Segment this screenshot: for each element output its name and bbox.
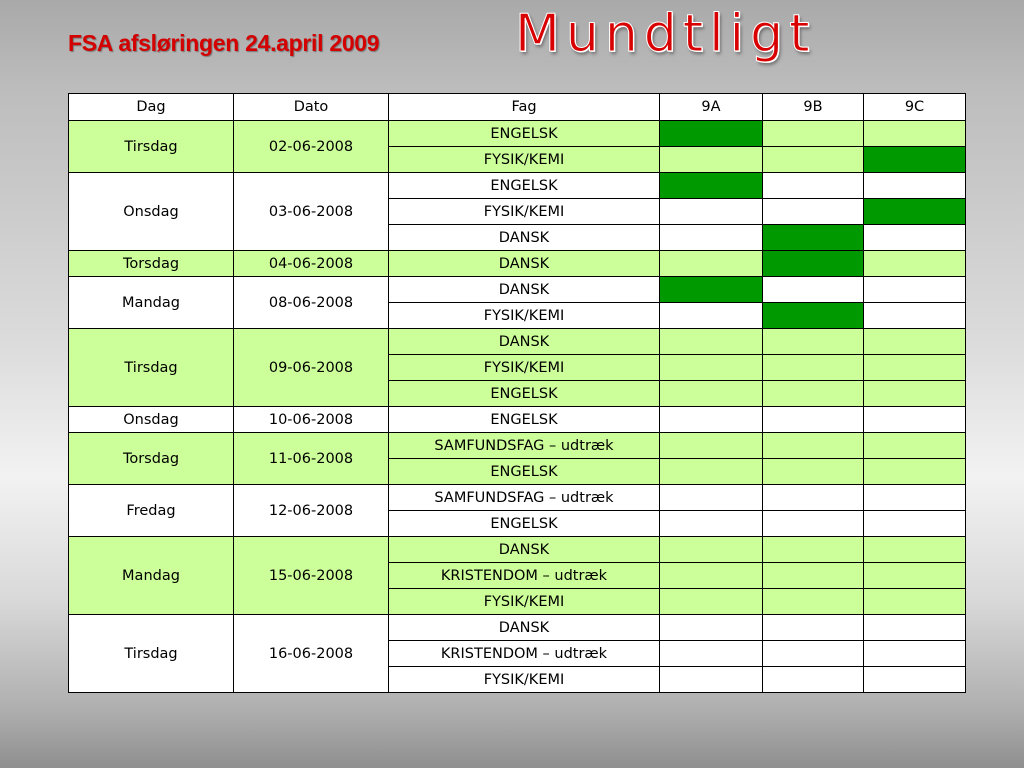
class-9c-cell <box>864 355 966 381</box>
class-9c-cell <box>864 589 966 615</box>
class-9b-cell <box>763 173 864 199</box>
subject-cell: DANSK <box>389 277 660 303</box>
table-row <box>69 329 966 355</box>
subject-cell: DANSK <box>389 251 660 277</box>
class-9a-cell-marked <box>660 173 763 199</box>
subject-cell: ENGELSK <box>389 173 660 199</box>
class-9c-cell-marked <box>864 199 966 225</box>
class-9a-cell <box>660 537 763 563</box>
class-9a-cell <box>660 485 763 511</box>
class-9a-cell <box>660 459 763 485</box>
subject-cell: ENGELSK <box>389 121 660 147</box>
class-9c-cell <box>864 485 966 511</box>
subject-cell: SAMFUNDSFAG – udtræk <box>389 485 660 511</box>
table-row <box>69 433 966 459</box>
table-row <box>69 173 966 199</box>
exam-schedule-table <box>68 93 966 693</box>
date-cell: 10-06-2008 <box>234 407 389 433</box>
class-9c-cell <box>864 459 966 485</box>
class-9b-cell <box>763 485 864 511</box>
page-title: Mundtligt <box>515 4 816 64</box>
subject-cell: FYSIK/KEMI <box>389 199 660 225</box>
class-9b-cell <box>763 641 864 667</box>
table-row <box>69 251 966 277</box>
table-row <box>69 615 966 641</box>
table-row <box>69 485 966 511</box>
subject-cell: KRISTENDOM – udtræk <box>389 641 660 667</box>
subject-cell: FYSIK/KEMI <box>389 355 660 381</box>
column-header-fag: Fag <box>389 94 660 121</box>
column-header-9a: 9A <box>660 94 763 121</box>
class-9b-cell <box>763 589 864 615</box>
day-cell: Mandag <box>69 277 234 329</box>
subject-cell: DANSK <box>389 329 660 355</box>
class-9a-cell <box>660 563 763 589</box>
subject-cell: KRISTENDOM – udtræk <box>389 563 660 589</box>
class-9a-cell <box>660 199 763 225</box>
class-9a-cell <box>660 407 763 433</box>
class-9b-cell <box>763 407 864 433</box>
class-9c-cell <box>864 615 966 641</box>
class-9c-cell <box>864 537 966 563</box>
subject-cell: ENGELSK <box>389 407 660 433</box>
subject-cell: FYSIK/KEMI <box>389 147 660 173</box>
subject-cell: DANSK <box>389 537 660 563</box>
class-9b-cell <box>763 199 864 225</box>
day-cell: Torsdag <box>69 251 234 277</box>
class-9b-cell <box>763 121 864 147</box>
date-cell: 04-06-2008 <box>234 251 389 277</box>
class-9b-cell <box>763 433 864 459</box>
table-row <box>69 407 966 433</box>
class-9a-cell-marked <box>660 277 763 303</box>
date-cell: 08-06-2008 <box>234 277 389 329</box>
class-9c-cell <box>864 667 966 693</box>
table-row <box>69 121 966 147</box>
class-9a-cell <box>660 667 763 693</box>
day-cell: Onsdag <box>69 173 234 251</box>
class-9b-cell-marked <box>763 303 864 329</box>
day-cell: Mandag <box>69 537 234 615</box>
column-header-dato: Dato <box>234 94 389 121</box>
class-9b-cell <box>763 277 864 303</box>
class-9b-cell <box>763 355 864 381</box>
table-row <box>69 537 966 563</box>
date-cell: 11-06-2008 <box>234 433 389 485</box>
class-9c-cell <box>864 225 966 251</box>
class-9b-cell-marked <box>763 251 864 277</box>
class-9a-cell <box>660 381 763 407</box>
class-9c-cell <box>864 251 966 277</box>
class-9c-cell <box>864 329 966 355</box>
day-cell: Onsdag <box>69 407 234 433</box>
class-9a-cell <box>660 225 763 251</box>
date-cell: 16-06-2008 <box>234 615 389 693</box>
subject-cell: ENGELSK <box>389 511 660 537</box>
class-9b-cell <box>763 147 864 173</box>
day-cell: Tirsdag <box>69 615 234 693</box>
subject-cell: DANSK <box>389 225 660 251</box>
subject-cell: ENGELSK <box>389 381 660 407</box>
class-9b-cell <box>763 329 864 355</box>
class-9a-cell <box>660 303 763 329</box>
class-9a-cell-marked <box>660 121 763 147</box>
class-9a-cell <box>660 251 763 277</box>
day-cell: Fredag <box>69 485 234 537</box>
class-9b-cell <box>763 381 864 407</box>
class-9c-cell <box>864 303 966 329</box>
date-cell: 03-06-2008 <box>234 173 389 251</box>
class-9b-cell <box>763 459 864 485</box>
class-9a-cell <box>660 433 763 459</box>
table-body <box>69 121 966 693</box>
class-9a-cell <box>660 589 763 615</box>
subject-cell: SAMFUNDSFAG – udtræk <box>389 433 660 459</box>
class-9c-cell <box>864 121 966 147</box>
subject-cell: FYSIK/KEMI <box>389 589 660 615</box>
class-9c-cell <box>864 641 966 667</box>
date-cell: 15-06-2008 <box>234 537 389 615</box>
class-9a-cell <box>660 147 763 173</box>
table-header-row <box>69 94 966 121</box>
class-9c-cell <box>864 381 966 407</box>
column-header-dag: Dag <box>69 94 234 121</box>
date-cell: 09-06-2008 <box>234 329 389 407</box>
class-9b-cell <box>763 537 864 563</box>
day-cell: Tirsdag <box>69 121 234 173</box>
column-header-9b: 9B <box>763 94 864 121</box>
day-cell: Torsdag <box>69 433 234 485</box>
subject-cell: ENGELSK <box>389 459 660 485</box>
class-9c-cell <box>864 511 966 537</box>
class-9c-cell <box>864 407 966 433</box>
day-cell: Tirsdag <box>69 329 234 407</box>
date-cell: 02-06-2008 <box>234 121 389 173</box>
class-9b-cell <box>763 615 864 641</box>
class-9a-cell <box>660 511 763 537</box>
class-9a-cell <box>660 641 763 667</box>
class-9b-cell-marked <box>763 225 864 251</box>
subject-cell: DANSK <box>389 615 660 641</box>
page-subtitle: FSA afsløringen 24.april 2009 <box>68 30 380 56</box>
class-9c-cell <box>864 433 966 459</box>
date-cell: 12-06-2008 <box>234 485 389 537</box>
class-9c-cell <box>864 173 966 199</box>
class-9b-cell <box>763 563 864 589</box>
class-9c-cell <box>864 277 966 303</box>
class-9c-cell-marked <box>864 147 966 173</box>
class-9a-cell <box>660 355 763 381</box>
class-9a-cell <box>660 329 763 355</box>
class-9b-cell <box>763 511 864 537</box>
class-9c-cell <box>864 563 966 589</box>
subject-cell: FYSIK/KEMI <box>389 303 660 329</box>
table-row <box>69 277 966 303</box>
subject-cell: FYSIK/KEMI <box>389 667 660 693</box>
class-9b-cell <box>763 667 864 693</box>
class-9a-cell <box>660 615 763 641</box>
column-header-9c: 9C <box>864 94 966 121</box>
